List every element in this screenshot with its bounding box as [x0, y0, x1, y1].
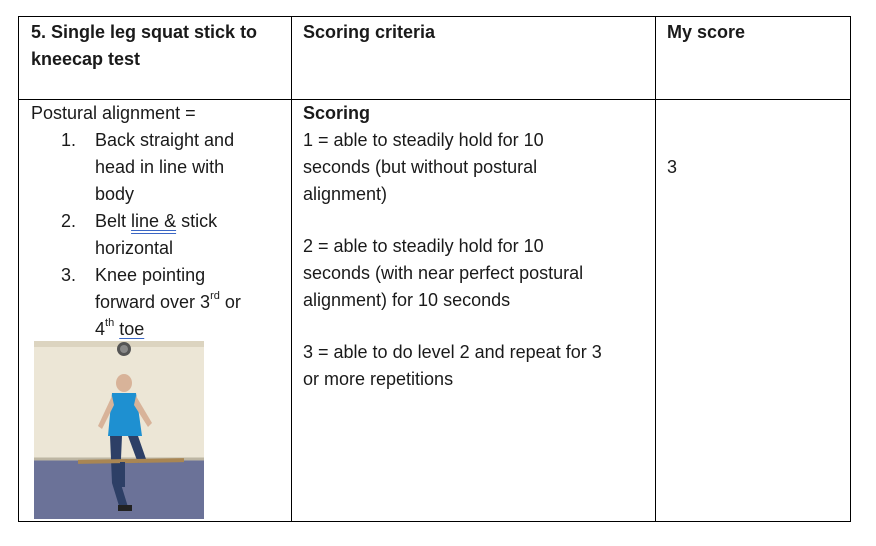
postural-alignment-cell — [31, 100, 289, 343]
score-level-2: 2 = able to steadily hold for 10 seconds (with near perfect postural alignment) for 10 seconds — [303, 236, 584, 310]
postural-alignment-intro: Postural alignment = — [31, 103, 196, 123]
my-score-value: 3 — [667, 157, 678, 177]
header-scoring-criteria: Scoring criteria — [303, 22, 436, 42]
scoring-criteria-cell — [303, 100, 653, 393]
squat-demo-photo — [34, 341, 204, 519]
column-divider — [291, 17, 292, 521]
photo-illustration — [34, 341, 204, 519]
column-divider — [655, 17, 656, 521]
score-level-3: 3 = able to do level 2 and repeat for 3 or more repetitions — [303, 342, 602, 389]
list-item: 2. Belt line & stick horizontal — [61, 211, 218, 258]
alignment-list — [31, 127, 289, 343]
score-level-1: 1 = able to steadily hold for 10 seconds (but without postural alignment) — [303, 130, 544, 204]
header-test-name: 5. Single leg squat stick to kneecap test — [31, 22, 258, 69]
header-my-score: My score — [667, 22, 746, 42]
scoring-table — [18, 16, 851, 522]
list-item: 3. Knee pointing forward over 3rd or 4th toe — [61, 265, 241, 339]
list-item: 1. Back straight and head in line with body — [61, 130, 235, 204]
scoring-heading: Scoring — [303, 103, 371, 123]
